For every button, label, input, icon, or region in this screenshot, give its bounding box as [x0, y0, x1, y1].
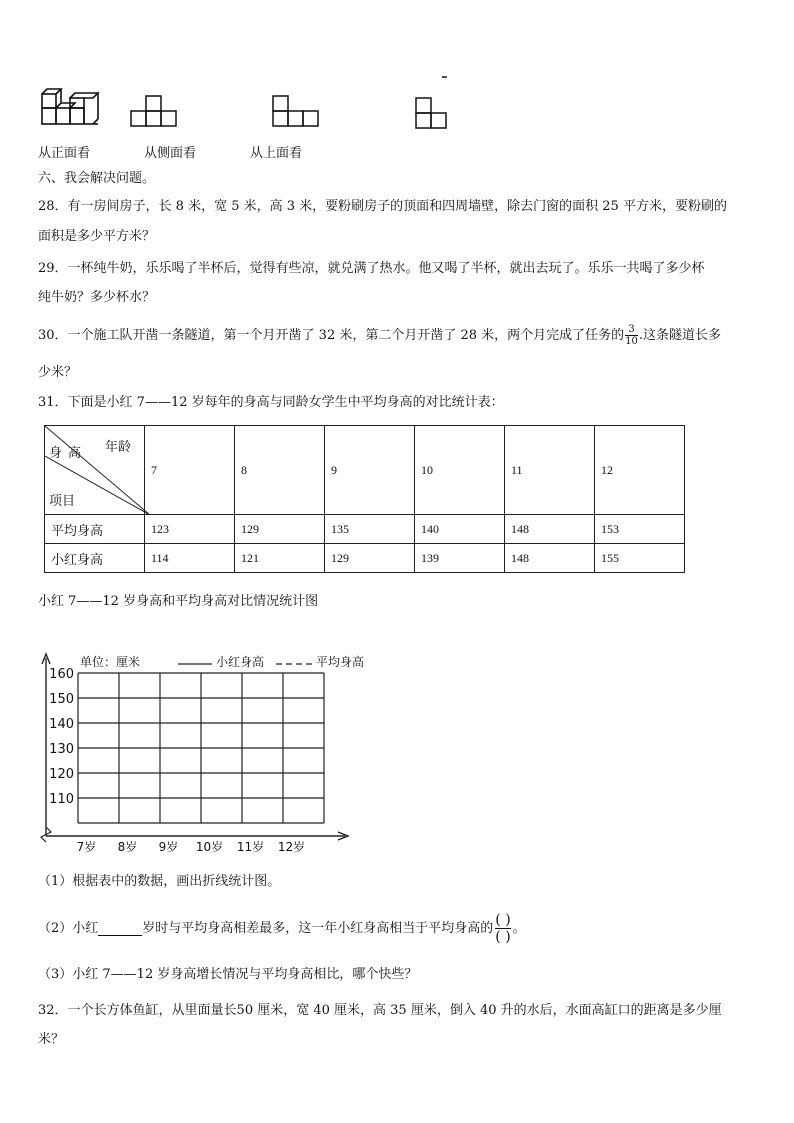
- sub-2-text-b: 岁时与平均身高相差最多，这一年小红身高相当于平均身高的: [142, 920, 494, 936]
- table-cell: 148: [505, 544, 595, 573]
- question-28-line-2: 面积是多少平方米？: [38, 229, 156, 244]
- x-tick-label: 12岁: [277, 840, 306, 854]
- table-cell: 121: [235, 544, 325, 573]
- sub-2-end: 。: [512, 920, 526, 936]
- answer-fraction-box[interactable]: [495, 912, 510, 945]
- table-cell: 129: [235, 515, 325, 544]
- chart-grid: [78, 673, 324, 823]
- x-tick-label: 11岁: [236, 840, 265, 854]
- table-cell: 123: [145, 515, 235, 544]
- table-header-row: [45, 426, 685, 515]
- side-view-figure: [272, 94, 320, 128]
- table-age-cell: 11: [505, 426, 595, 515]
- x-tick-label: 7岁: [76, 840, 97, 854]
- cube-stack-perspective-figure: [40, 86, 102, 128]
- chart-labels: [49, 654, 364, 854]
- y-tick-label: 110: [49, 792, 74, 807]
- fraction-three-tenths: [625, 324, 638, 347]
- y-tick-label: 150: [49, 692, 74, 707]
- question-30-text-b: .这条隧道长多: [638, 328, 722, 343]
- top-view-figure: [414, 76, 448, 130]
- table-cell: 140: [415, 515, 505, 544]
- table-cell: 114: [145, 544, 235, 573]
- table-row: [45, 515, 685, 544]
- question-30-line-2: 少米？: [38, 365, 78, 380]
- table-row-label: 小红身高: [45, 544, 145, 573]
- question-31-sub-3: （3）小红 7——12 岁身高增长情况与平均身高相比，哪个快些？: [38, 967, 418, 982]
- question-29-line-2: 纯牛奶？多少杯水？: [38, 290, 156, 305]
- question-29-line-1: 29．一杯纯牛奶，乐乐喝了半杯后，觉得有些凉，就兑满了热水。他又喝了半杯，就出去玩了。乐乐一共喝了多少杯: [38, 261, 705, 276]
- corner-height-label: 身高: [49, 446, 88, 461]
- question-32-line-1: 32．一个长方体鱼缸，从里面量长50 厘米，宽 40 厘米，高 35 厘米，倒入 40 升的水后，水面高缸口的距离是多少厘: [38, 1003, 722, 1018]
- y-tick-label: 160: [49, 667, 74, 682]
- fraction-denominator: 10: [625, 336, 638, 347]
- answer-fraction-top: ( ): [495, 912, 511, 928]
- y-tick-label: 130: [49, 742, 74, 757]
- unit-label: 单位：厘米: [80, 655, 141, 669]
- question-31-sub-1: （1）根据表中的数据，画出折线统计图。: [38, 874, 281, 889]
- blank-line-chart: [40, 650, 370, 860]
- y-tick-label: 140: [49, 717, 74, 732]
- x-tick-label: 10岁: [195, 840, 224, 854]
- legend-label-xiaohong: 小红身高: [216, 655, 265, 669]
- question-32-line-2: 米？: [38, 1032, 65, 1047]
- table-age-cell: 8: [235, 426, 325, 515]
- table-age-cell: 9: [325, 426, 415, 515]
- view-label-top: 从上面看: [250, 146, 303, 161]
- sub-2-text-a: （2）小红: [38, 920, 99, 936]
- question-30-line-1: [38, 324, 721, 347]
- table-age-cell: 7: [145, 426, 235, 515]
- corner-item-label: 项目: [49, 494, 76, 509]
- legend-label-average: 平均身高: [316, 655, 365, 669]
- table-row: [45, 544, 685, 573]
- fraction-numerator: 3: [625, 324, 638, 336]
- section-title: 六、我会解决问题。: [38, 171, 156, 186]
- question-31-sub-2: [38, 912, 526, 945]
- view-label-side: 从侧面看: [144, 146, 197, 161]
- table-age-cell: 10: [415, 426, 505, 515]
- height-comparison-table: [44, 425, 685, 573]
- x-tick-label: 8岁: [117, 840, 138, 854]
- x-tick-label: 9岁: [158, 840, 179, 854]
- answer-fraction-bottom: ( ): [495, 929, 511, 945]
- chart-caption: 小红 7——12 岁身高和平均身高对比情况统计图: [38, 594, 319, 609]
- table-row-label: 平均身高: [45, 515, 145, 544]
- question-30-text-a: 30．一个施工队开凿一条隧道，第一个月开凿了 32 米，第二个月开凿了 28 米，两个月完成了任务的: [38, 328, 625, 343]
- table-age-cell: 12: [595, 426, 685, 515]
- table-cell: 135: [325, 515, 415, 544]
- table-cell: 148: [505, 515, 595, 544]
- y-tick-label: 120: [49, 767, 74, 782]
- table-cell: 153: [595, 515, 685, 544]
- question-28-line-1: 28．有一房间房子，长 8 米，宽 5 米，高 3 米，要粉刷房子的顶面和四周墙壁，除去门窗的面积 25 平方米，要粉刷的: [38, 199, 727, 214]
- view-label-front: 从正面看: [38, 146, 91, 161]
- front-view-figure: [130, 94, 178, 128]
- table-cell: 129: [325, 544, 415, 573]
- table-cell: 155: [595, 544, 685, 573]
- table-cell: 139: [415, 544, 505, 573]
- answer-blank-age[interactable]: [98, 922, 142, 936]
- table-corner-cell: [45, 426, 145, 515]
- question-31-intro: 31．下面是小红 7——12 岁每年的身高与同龄女学生中平均身高的对比统计表：: [38, 395, 504, 410]
- corner-age-label: 年龄: [105, 440, 132, 455]
